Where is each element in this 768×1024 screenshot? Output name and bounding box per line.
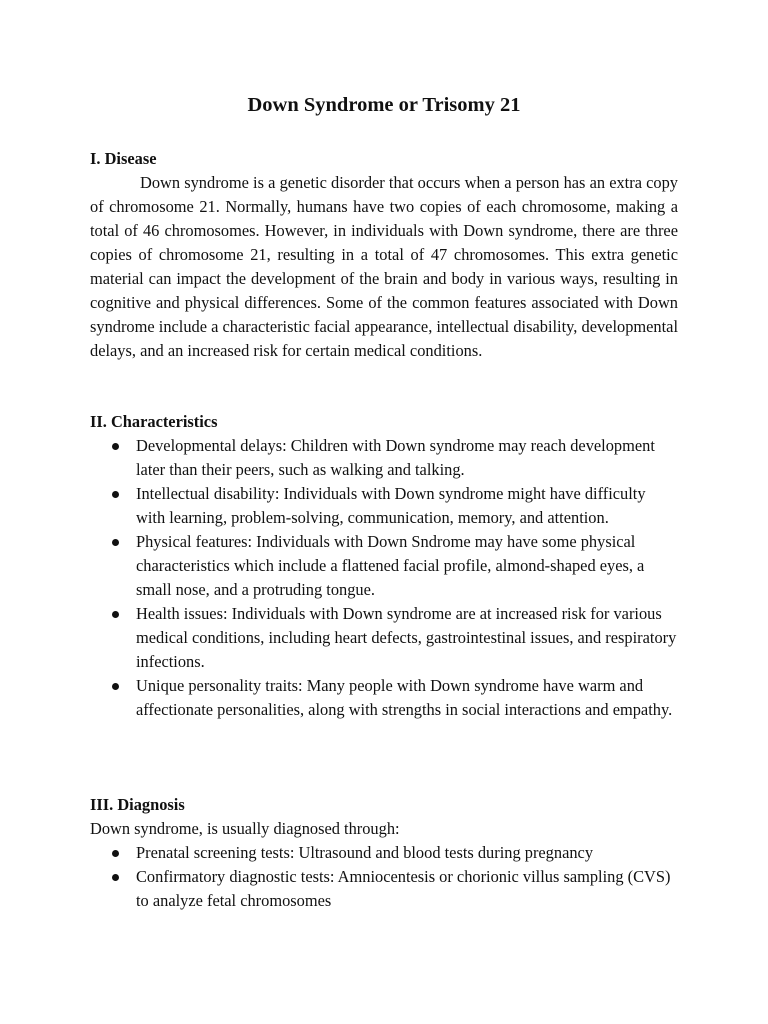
bullet-icon bbox=[112, 683, 119, 690]
section-heading-diagnosis: III. Diagnosis bbox=[90, 795, 185, 814]
diagnosis-intro: Down syndrome, is usually diagnosed through: bbox=[90, 819, 400, 838]
bullet-icon bbox=[112, 850, 119, 857]
bullet-icon bbox=[112, 491, 119, 498]
section-heading-characteristics: II. Characteristics bbox=[90, 412, 218, 431]
bullet-icon bbox=[112, 443, 119, 450]
bullet-icon bbox=[112, 539, 119, 546]
list-item bbox=[90, 482, 678, 530]
list-item bbox=[90, 434, 678, 482]
bullet-icon bbox=[112, 611, 119, 618]
list-item bbox=[90, 674, 678, 722]
list-item-text: Confirmatory diagnostic tests: Amniocentesis or chorionic villus sampling (CVS) to analyze fetal chromosomes bbox=[136, 867, 671, 910]
bullet-icon bbox=[112, 874, 119, 881]
list-item-text: Health issues: Individuals with Down syndrome are at increased risk for various medical conditions, including heart defects, gastrointestinal issues, and respiratory infections. bbox=[136, 604, 677, 671]
diagnosis-list bbox=[90, 841, 678, 913]
list-item-text: Intellectual disability: Individuals with Down syndrome might have difficulty with learning, problem-solving, communication, memory, and attention. bbox=[136, 484, 646, 527]
list-item bbox=[90, 865, 678, 913]
document-title: Down Syndrome or Trisomy 21 bbox=[247, 94, 521, 116]
list-item bbox=[90, 841, 678, 865]
disease-paragraph: Down syndrome is a genetic disorder that occurs when a person has an extra copy of chromosome 21. Normally, humans have two copies of each chromosome, making a total of 46 chromosomes. However, in individuals with Down syndrome, there are three copies of chromosome 21, resulting in a total of 47 chromosomes. This extra genetic material can impact the development of the brain and body in various ways, resulting in cognitive and physical differences. Some of the common features associated with Down syndrome include a characteristic facial appearance, intellectual disability, developmental delays, and an increased risk for certain medical conditions. bbox=[90, 173, 678, 360]
list-item-text: Physical features: Individuals with Down Sndrome may have some physical characteristics which include a flattened facial profile, almond-shaped eyes, a small nose, and a protruding tongue. bbox=[136, 532, 645, 599]
list-item-text: Developmental delays: Children with Down syndrome may reach development later than their peers, such as walking and talking. bbox=[136, 436, 655, 479]
list-item bbox=[90, 602, 678, 674]
characteristics-list bbox=[90, 434, 678, 722]
list-item bbox=[90, 530, 678, 602]
list-item-text: Prenatal screening tests: Ultrasound and blood tests during pregnancy bbox=[136, 843, 594, 862]
list-item-text: Unique personality traits: Many people with Down syndrome have warm and affectionate personalities, along with strengths in social interactions and empathy. bbox=[136, 676, 673, 719]
section-heading-disease: I. Disease bbox=[90, 149, 157, 168]
